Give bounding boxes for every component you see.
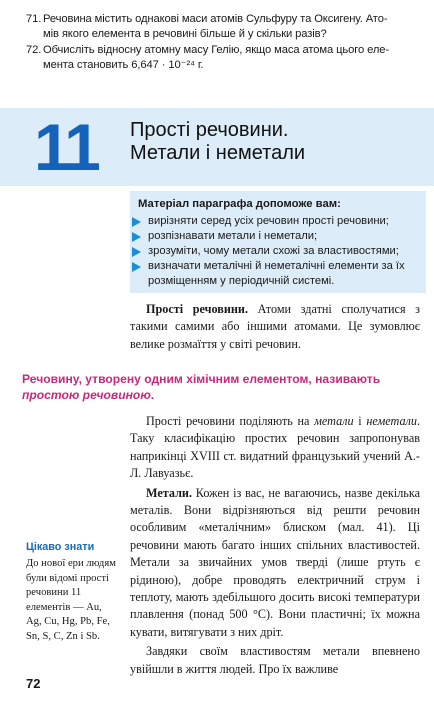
goal-item xyxy=(130,214,426,229)
goal-item xyxy=(130,259,426,289)
body-text: і xyxy=(353,414,367,428)
goal-item xyxy=(130,244,426,259)
main-body xyxy=(130,413,420,678)
task-number: 72. xyxy=(26,44,42,56)
chapter-title-line: Метали і неметали xyxy=(130,142,306,164)
term-metals: метали xyxy=(314,414,354,428)
definition-end: . xyxy=(150,388,155,402)
body-text: Кожен із вас, не вагаючись, назве декілька металів. Вони відрізняються від решти речовин особливим «металічним» блиском (мал. 41). Ці речовини мають багато інших спільних властивостей. Метали за звичайних умов тверді (лише ртуть є рідиною), добре проводять електричний струм і теплоту, мають здебільшого досить високі температури плавлення (понад 500 °С). Вони пластичні; їх можна кувати, витягувати з них дріт. xyxy=(130,485,420,639)
arrow-bullet-icon xyxy=(132,247,141,257)
intro-paragraph xyxy=(130,301,420,353)
body-paragraph xyxy=(130,485,420,642)
metals-term: Метали. xyxy=(146,485,192,500)
sidebar-heading: Цікаво знати xyxy=(26,541,95,553)
intro-text: Атоми здатні сполучатися з такими самими або іншими атомами. Це зумовлює велике розмаїття у світі речовин. xyxy=(130,302,420,351)
body-paragraph: Завдяки своїм властивостям метали впевнено увійшли в життя людей. Про їх важливе xyxy=(130,644,420,676)
definition-emphasis: простою речовиною xyxy=(22,388,151,402)
intro-term: Прості речовини. xyxy=(146,302,248,316)
term-nonmetals: неметали xyxy=(366,414,417,428)
body-text: Прості речовини поділяють на xyxy=(146,414,315,428)
task-text-line: мів якого елемента в речовині більше й у скільки разів? xyxy=(43,28,327,40)
task-text-line: Речовина містить однакові маси атомів Сульфуру та Оксигену. Ато- xyxy=(43,13,388,25)
page-number: 72 xyxy=(26,676,41,691)
learning-goals-box xyxy=(130,191,426,293)
goal-text: розпізнавати метали і неметали; xyxy=(148,230,318,242)
chapter-title xyxy=(130,119,305,165)
chapter-title-line: Прості речовини. xyxy=(130,119,289,141)
goals-heading: Матеріал параграфа допоможе вам: xyxy=(138,198,341,210)
body-text: . Таку класифікацію простих речовин запропонував наприкінці XVIII ст. видатний французький учений А.-Л. Лавуазьє. xyxy=(130,414,420,481)
goal-item xyxy=(130,229,426,244)
goal-text: вирізняти серед усіх речовин прості речовини; xyxy=(148,215,389,227)
task-71 xyxy=(26,12,418,42)
body-paragraph xyxy=(130,413,420,483)
chapter-number: 11 xyxy=(34,110,98,184)
arrow-bullet-icon xyxy=(132,262,141,272)
goal-text: зрозуміти, чому метали схожі за властивостями; xyxy=(148,245,399,257)
task-72 xyxy=(26,43,418,73)
definition-text: Речовину, утворену одним хімічним елементом, називають xyxy=(22,372,381,386)
task-number: 71. xyxy=(26,13,42,25)
arrow-bullet-icon xyxy=(132,232,141,242)
definition xyxy=(22,371,422,403)
arrow-bullet-icon xyxy=(132,217,141,227)
task-text-line: Обчисліть відносну атомну масу Гелію, якщо маса атома цього еле- xyxy=(43,44,390,56)
sidebar-text: До нової ери людям були відомі прості речовини 11 елементів — Au, Ag, Cu, Hg, Pb, Fe, Sn, S, C, Zn і Sb. xyxy=(26,558,116,642)
goal-text: визначати металічні й неметалічні елементи за їх розміщенням у періодичній системі. xyxy=(148,260,405,287)
task-text-line: мента становить 6,647 · 10⁻²⁴ г. xyxy=(43,59,204,71)
